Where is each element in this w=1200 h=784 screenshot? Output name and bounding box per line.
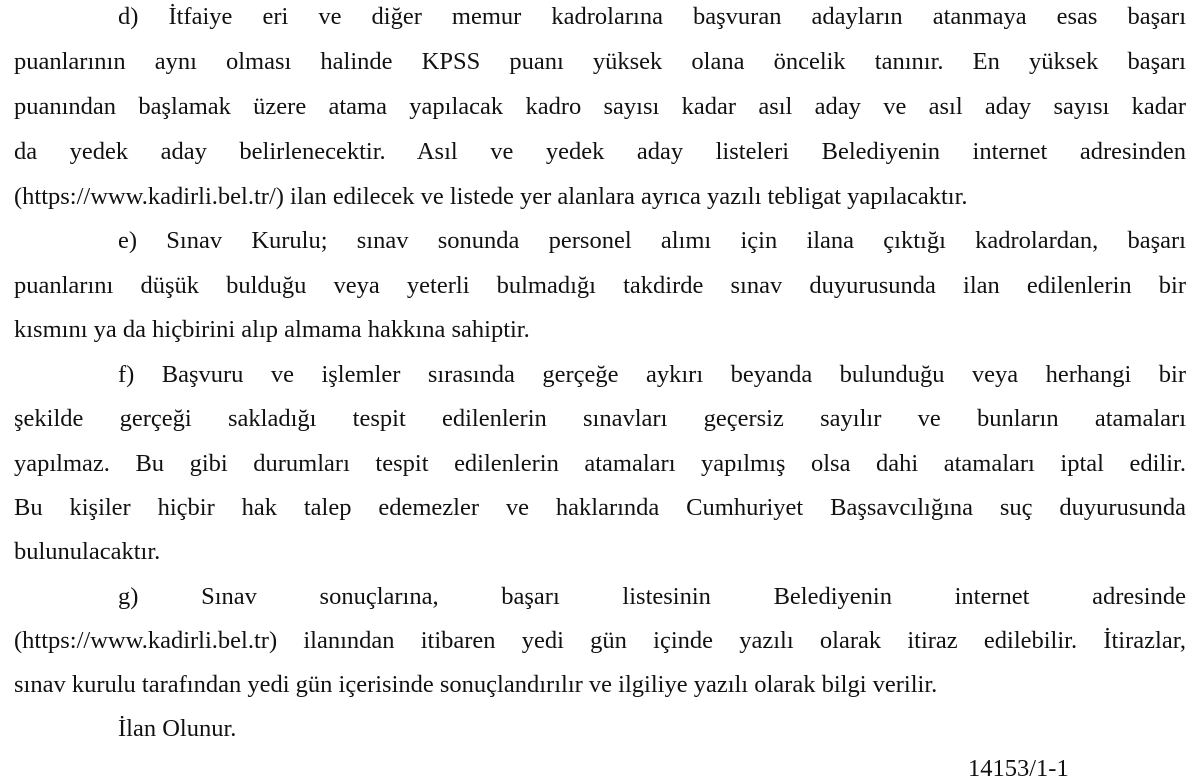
paragraph-d-line-1: d) İtfaiye eri ve diğer memur kadrolarına başvuran adayların atanmaya esas başarı bbox=[118, 3, 1186, 30]
paragraph-f-line-2: şekilde gerçeği sakladığı tespit edilenlerin sınavları geçersiz sayılır ve bunların atamaları bbox=[14, 405, 1186, 432]
paragraph-g-line-1: g) Sınav sonuçlarına, başarı listesinin Belediyenin internet adresinde bbox=[118, 583, 1186, 610]
paragraph-f-line-5: bulunulacaktır. bbox=[14, 538, 161, 565]
paragraph-e-line-2: puanlarını düşük bulduğu veya yeterli bulmadığı takdirde sınav duyurusunda ilan edilenlerin bir bbox=[14, 272, 1186, 299]
paragraph-g-line-2: (https://www.kadirli.bel.tr) ilanından itibaren yedi gün içinde yazılı olarak itiraz edilebilir. İtirazlar, bbox=[14, 627, 1186, 654]
paragraph-d-line-3: puanından başlamak üzere atama yapılacak kadro sayısı kadar asıl aday ve asıl aday sayısı kadar bbox=[14, 93, 1186, 120]
paragraph-g-line-3: sınav kurulu tarafından yedi gün içerisinde sonuçlandırılır ve ilgiliye yazılı olarak bilgi verilir. bbox=[14, 671, 938, 698]
paragraph-d-line-2: puanlarının aynı olması halinde KPSS puanı yüksek olana öncelik tanınır. En yüksek başarı bbox=[14, 48, 1186, 75]
closing-statement: İlan Olunur. bbox=[118, 715, 237, 742]
paragraph-f-line-1: f) Başvuru ve işlemler sırasında gerçeğe aykırı beyanda bulunduğu veya herhangi bir bbox=[118, 361, 1186, 388]
paragraph-e-line-3: kısmını ya da hiçbirini alıp almama hakkına sahiptir. bbox=[14, 316, 530, 343]
reference-number: 14153/1-1 bbox=[968, 755, 1069, 782]
paragraph-d-line-5: (https://www.kadirli.bel.tr/) ilan edilecek ve listede yer alanlara ayrıca yazılı tebligat yapılacaktır. bbox=[14, 183, 968, 210]
paragraph-f-line-4: Bu kişiler hiçbir hak talep edemezler ve haklarında Cumhuriyet Başsavcılığına suç duyurusunda bbox=[14, 494, 1186, 521]
paragraph-e-line-1: e) Sınav Kurulu; sınav sonunda personel alımı için ilana çıktığı kadrolardan, başarı bbox=[118, 227, 1186, 254]
paragraph-d-line-4: da yedek aday belirlenecektir. Asıl ve yedek aday listeleri Belediyenin internet adresinden bbox=[14, 138, 1186, 165]
paragraph-f-line-3: yapılmaz. Bu gibi durumları tespit edilenlerin atamaları yapılmış olsa dahi atamaları iptal edilir. bbox=[14, 450, 1186, 477]
